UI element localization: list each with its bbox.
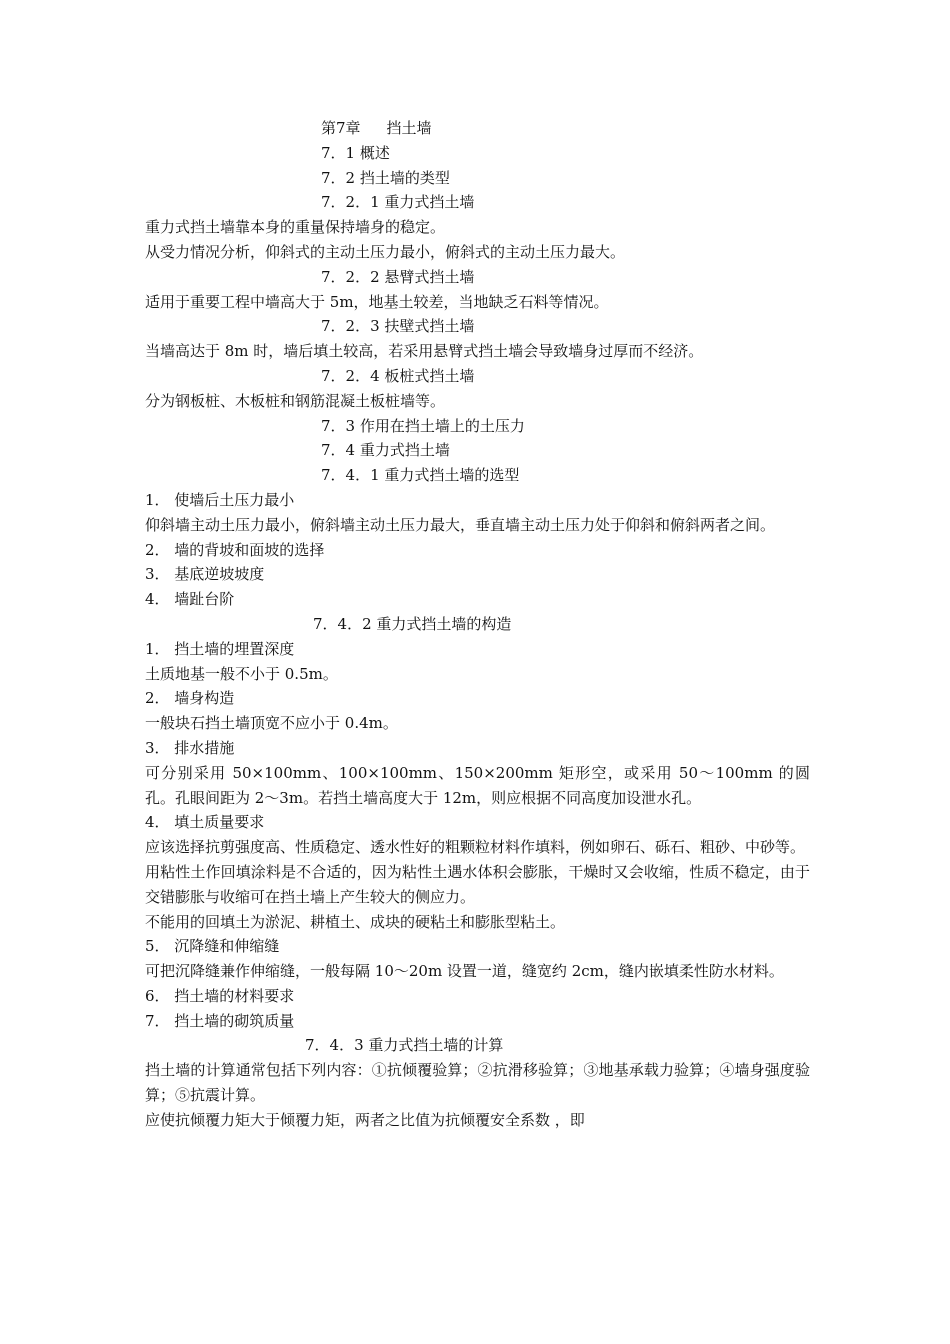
subsection-heading-7-2-3: 7．2．3 扶壁式挡土墙 <box>321 317 475 336</box>
list-item: 5． 沉降缝和伸缩缝 <box>145 937 280 956</box>
list-item: 2． 墙身构造 <box>145 689 235 708</box>
list-item: 3． 基底逆坡坡度 <box>145 565 265 584</box>
paragraph: 用粘性土作回填涂料是不合适的，因为粘性土遇水体积会膨胀，干燥时又会收缩，性质不稳定，由于交错膨胀与收缩可在挡土墙上产生较大的侧应力。 <box>145 862 810 906</box>
chapter-title: 挡土墙 <box>386 119 432 137</box>
paragraph: 挡土墙的计算通常包括下列内容：①抗倾覆验算；②抗滑移验算；③地基承载力验算；④墙身强度验算；⑤抗震计算。 <box>145 1061 810 1105</box>
paragraph: 不能用的回填土为淤泥、耕植土、成块的硬粘土和膨胀型粘土。 <box>145 912 566 931</box>
list-item: 4． 墙趾台阶 <box>145 590 235 609</box>
paragraph: 应该选择抗剪强度高、性质稳定、透水性好的粗颗粒材料作填料，例如卵石、砾石、粗砂、中砂等。 <box>145 838 806 857</box>
paragraph: 仰斜墙主动土压力最小，俯斜墙主动土压力最大，垂直墙主动土压力处于仰斜和俯斜两者之间。 <box>145 515 776 534</box>
paragraph: 应使抗倾覆力矩大于倾覆力矩，两者之比值为抗倾覆安全系数 ，即 <box>145 1110 585 1129</box>
subsection-heading-7-4-1: 7．4．1 重力式挡土墙的选型 <box>321 466 520 485</box>
chapter-heading <box>145 116 810 141</box>
list-item: 6． 挡土墙的材料要求 <box>145 986 295 1005</box>
section-heading-7-4: 7．4 重力式挡土墙 <box>321 441 450 460</box>
list-item: 3． 排水措施 <box>145 738 235 757</box>
paragraph: 分为钢板桩、木板桩和钢筋混凝土板桩墙等。 <box>145 391 446 410</box>
paragraph: 可把沉降缝兼作伸缩缝，一般每隔 10～20m 设置一道，缝宽约 2cm，缝内嵌填柔性防水材料。 <box>145 962 784 981</box>
subsection-heading-7-2-1: 7．2．1 重力式挡土墙 <box>321 193 475 212</box>
paragraph: 一般块石挡土墙顶宽不应小于 0.4m。 <box>145 714 398 733</box>
chapter-number: 第7章 <box>321 119 361 137</box>
list-item: 2． 墙的背坡和面坡的选择 <box>145 540 325 559</box>
section-heading-7-2: 7．2 挡土墙的类型 <box>321 168 450 187</box>
section-heading-7-3: 7．3 作用在挡土墙上的土压力 <box>321 416 525 435</box>
paragraph: 适用于重要工程中墙高大于 5m，地基土较差，当地缺乏石料等情况。 <box>145 292 609 311</box>
paragraph: 重力式挡土墙靠本身的重量保持墙身的稳定。 <box>145 218 446 237</box>
list-item: 1． 使墙后土压力最小 <box>145 490 295 509</box>
list-item: 4． 填土质量要求 <box>145 813 265 832</box>
paragraph: 土质地基一般不小于 0.5m。 <box>145 664 338 683</box>
paragraph: 从受力情况分析，仰斜式的主动土压力最小，俯斜式的主动土压力最大。 <box>145 242 626 261</box>
subsection-heading-7-4-3: 7．4．3 重力式挡土墙的计算 <box>305 1036 504 1055</box>
list-item: 7． 挡土墙的砌筑质量 <box>145 1011 295 1030</box>
subsection-heading-7-4-2: 7．4．2 重力式挡土墙的构造 <box>313 614 512 633</box>
section-heading-7-1: 7．1 概述 <box>321 143 390 162</box>
subsection-heading-7-2-2: 7．2．2 悬臂式挡土墙 <box>321 267 475 286</box>
document-body <box>145 116 810 1133</box>
list-item: 1． 挡土墙的埋置深度 <box>145 639 295 658</box>
subsection-heading-7-2-4: 7．2．4 板桩式挡土墙 <box>321 366 475 385</box>
paragraph: 可分别采用 50×100mm、100×100mm、150×200mm 矩形空，或采用 50～100mm 的圆孔。孔眼间距为 2～3m。若挡土墙高度大于 12m，则应根据不同高度加设泄水孔。 <box>145 763 810 807</box>
paragraph: 当墙高达于 8m 时，墙后填土较高，若采用悬臂式挡土墙会导致墙身过厚而不经济。 <box>145 342 704 361</box>
